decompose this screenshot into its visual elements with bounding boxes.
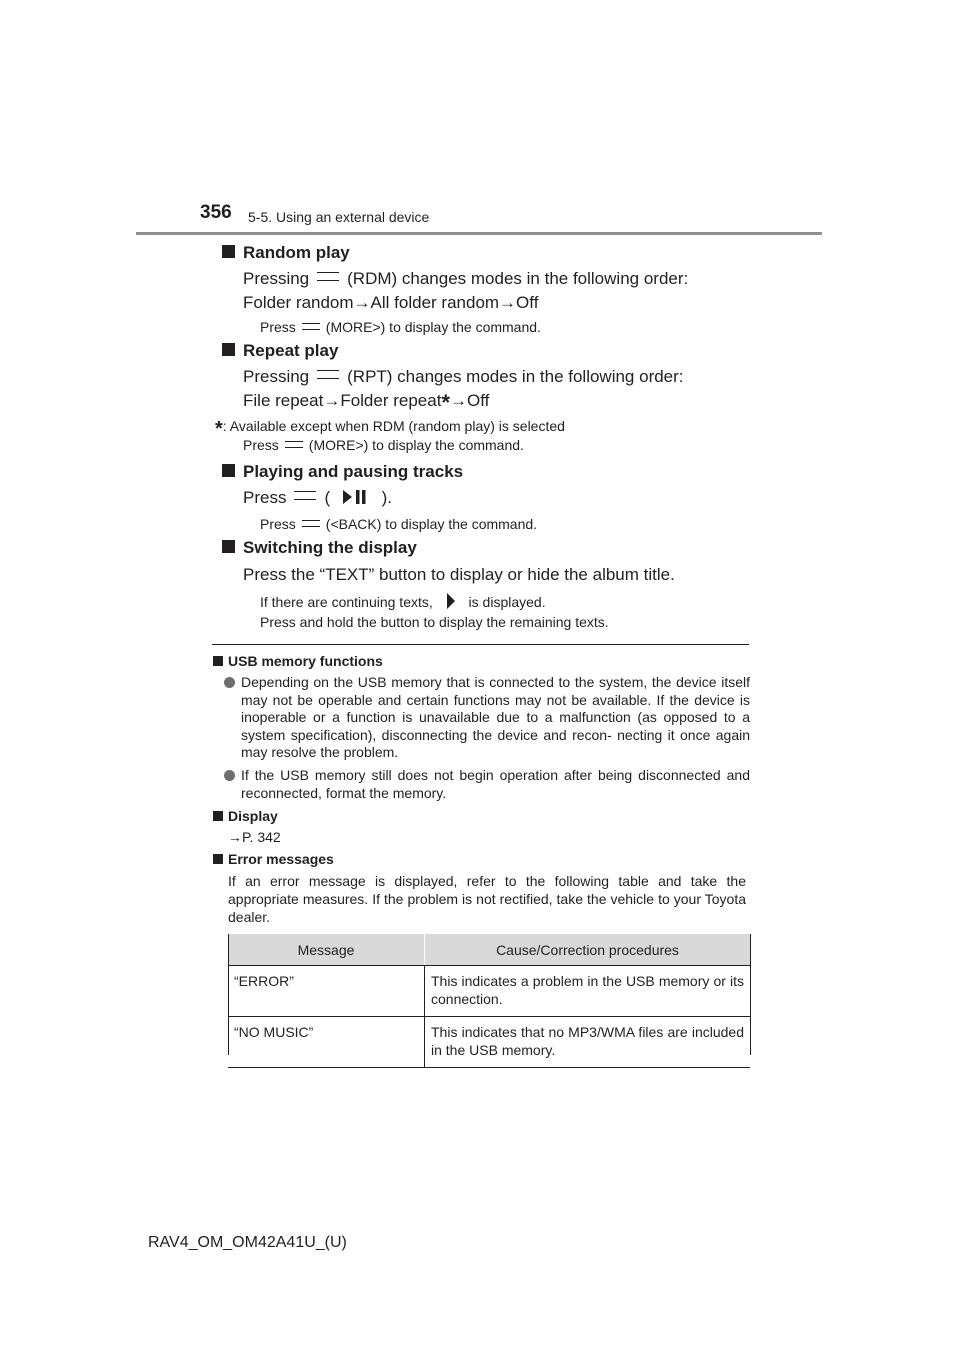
square-bullet-icon — [213, 854, 223, 864]
table-row — [228, 966, 750, 1017]
heading-random-play: Random play — [222, 243, 350, 263]
column-header: Message — [228, 934, 425, 966]
bullet-icon — [224, 770, 235, 781]
play-pause-icon — [341, 488, 371, 506]
switch-display-note2: Press and hold the button to display the remaining texts. — [260, 614, 609, 630]
button-icon — [317, 272, 339, 281]
continue-arrow-icon — [445, 592, 457, 610]
heading-usb-memory: USB memory functions — [213, 653, 383, 669]
list-item: If the USB memory still does not begin operation after being disconnected and reconnected, format the memory. — [224, 767, 750, 802]
random-play-note: Press (MORE>) to display the command. — [260, 319, 541, 335]
play-pause-line: Press ( ). — [243, 488, 392, 507]
table-row — [228, 1017, 750, 1068]
square-bullet-icon — [213, 656, 223, 666]
table-cell-message: “ERROR” — [228, 966, 425, 1017]
random-play-line2: Folder random→All folder random→Off — [243, 293, 539, 312]
heading-error-messages: Error messages — [213, 851, 334, 867]
square-bullet-icon — [213, 811, 223, 821]
page-number: 356 — [200, 202, 232, 223]
switch-display-note1: If there are continuing texts, is displayed. — [260, 594, 546, 610]
square-bullet-icon — [222, 245, 235, 258]
play-pause-note: Press (<BACK) to display the command. — [260, 516, 538, 532]
heading-switch-display: Switching the display — [222, 538, 417, 558]
list-item: Depending on the USB memory that is connected to the system, the device itself may not be operable and certain functions may not be available. If the device is inoperable or a function is unavailable due to a malfunction (as opposed to a system specification), disconnecting the device and recon- necting it once again may resolve the problem. — [224, 674, 750, 762]
error-messages-intro: If an error message is displayed, refer to the following table and take the appropriate measures. If the problem is not rectified, take the vehicle to your Toyota dealer. — [228, 873, 746, 925]
repeat-play-line2: File repeat→Folder repeat*→Off — [243, 390, 490, 415]
error-messages-table — [228, 934, 750, 1068]
bullet-icon — [224, 677, 235, 688]
footnote-line2: Press (MORE>) to display the command. — [243, 437, 524, 453]
heading-play-pause: Playing and pausing tracks — [222, 462, 463, 482]
column-header: Cause/Correction procedures — [425, 934, 751, 966]
table-cell-cause: This indicates a problem in the USB memory or its connection. — [425, 966, 751, 1017]
heading-display: Display — [213, 808, 278, 824]
header-divider — [136, 232, 822, 235]
table-cell-cause: This indicates that no MP3/WMA files are included in the USB memory. — [425, 1017, 751, 1068]
random-play-line1: Pressing (RDM) changes modes in the following order: — [243, 269, 689, 288]
table-cell-message: “NO MUSIC” — [228, 1017, 425, 1068]
heading-repeat-play: Repeat play — [222, 341, 338, 361]
button-icon — [294, 491, 316, 500]
button-icon — [302, 323, 320, 330]
table-header-row — [228, 934, 750, 966]
repeat-play-line1: Pressing (RPT) changes modes in the following order: — [243, 367, 684, 386]
button-icon — [317, 370, 339, 379]
section-divider — [212, 644, 749, 645]
square-bullet-icon — [222, 464, 235, 477]
square-bullet-icon — [222, 540, 235, 553]
display-page-ref: →P. 342 — [228, 829, 281, 845]
square-bullet-icon — [222, 343, 235, 356]
button-icon — [302, 520, 320, 527]
document-code: RAV4_OM_OM42A41U_(U) — [148, 1234, 347, 1251]
section-title: 5-5. Using an external device — [248, 209, 430, 225]
switch-display-line: Press the “TEXT” button to display or hide the album title. — [243, 565, 675, 584]
footnote: *: Available except when RDM (random play) is selected — [215, 418, 565, 440]
button-icon — [285, 441, 303, 448]
